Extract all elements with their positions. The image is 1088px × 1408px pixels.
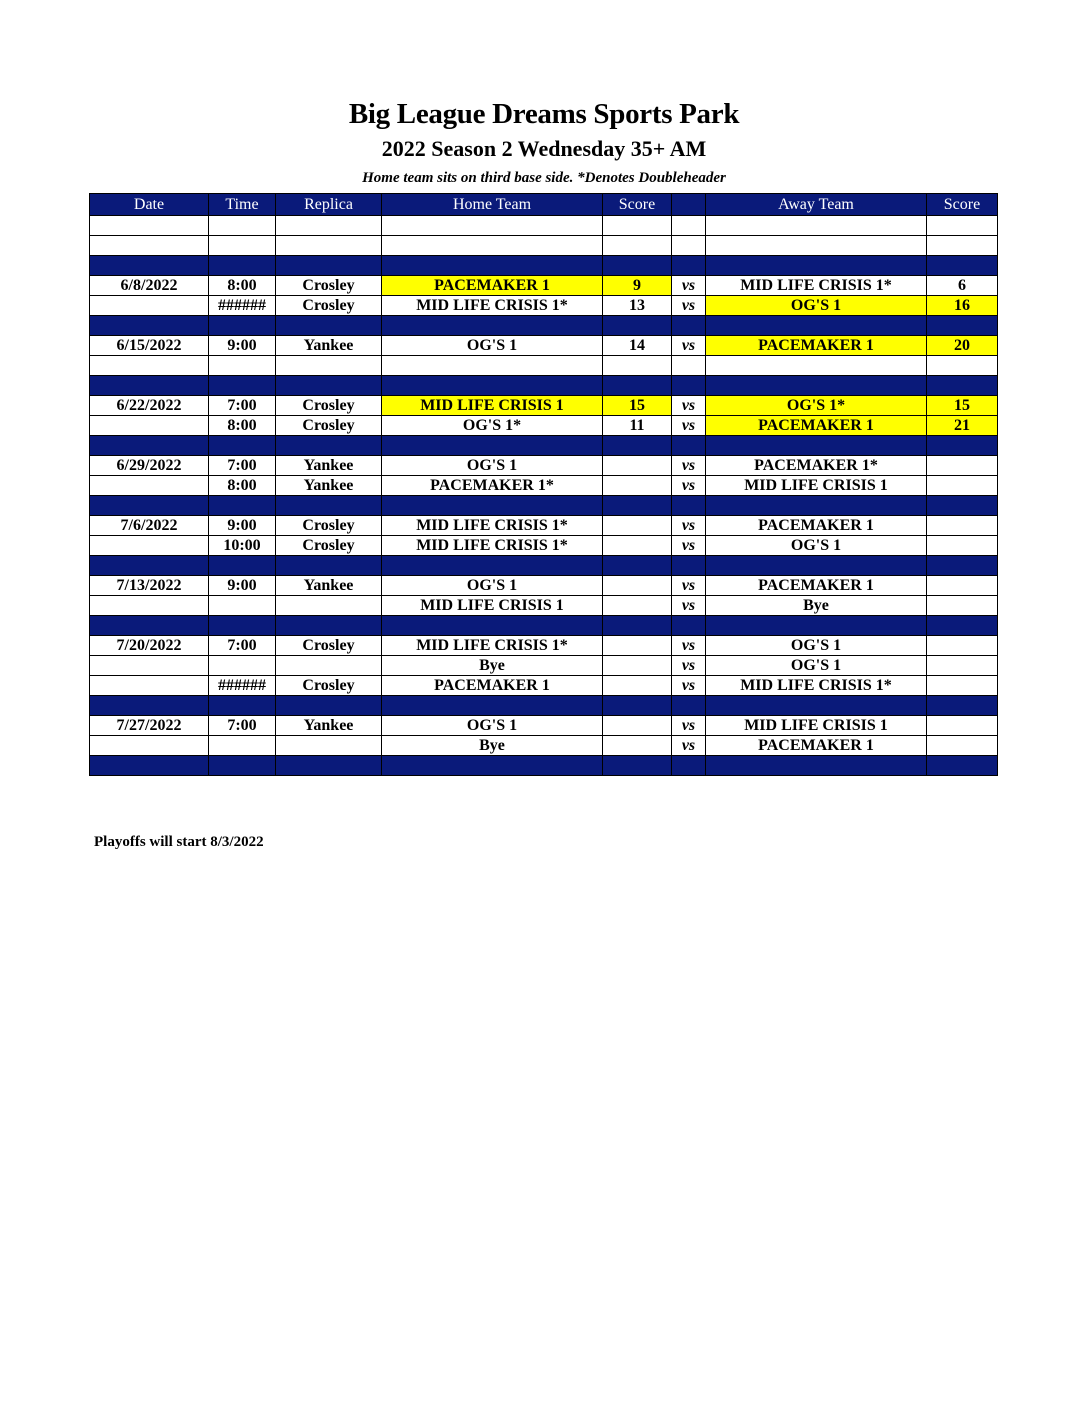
cell-date [90, 536, 209, 556]
cell-away-team: Bye [706, 596, 927, 616]
cell-replica: Crosley [276, 276, 382, 296]
blank-row [90, 216, 998, 236]
cell-away-team [706, 316, 927, 336]
cell-away-team [706, 356, 927, 376]
col-away-team: Away Team [706, 194, 927, 216]
cell-vs: vs [672, 636, 706, 656]
cell-home-team [382, 756, 603, 776]
cell-away-team: PACEMAKER 1 [706, 336, 927, 356]
table-row [90, 576, 998, 596]
cell-vs: vs [672, 476, 706, 496]
cell-home-team: PACEMAKER 1 [382, 276, 603, 296]
cell-time [209, 496, 276, 516]
cell-away-score [927, 656, 998, 676]
cell-home-team [382, 356, 603, 376]
cell-home-score: 9 [603, 276, 672, 296]
cell-away-team [706, 496, 927, 516]
cell-home-score [603, 556, 672, 576]
cell-replica: Yankee [276, 476, 382, 496]
col-date: Date [90, 194, 209, 216]
cell-home-team: OG'S 1 [382, 576, 603, 596]
cell-away-score [927, 696, 998, 716]
cell-date [90, 696, 209, 716]
table-row [90, 476, 998, 496]
cell-away-team: PACEMAKER 1* [706, 456, 927, 476]
cell-date: 6/22/2022 [90, 396, 209, 416]
cell-replica [276, 376, 382, 396]
cell-away-score [927, 496, 998, 516]
cell-home-score [603, 756, 672, 776]
cell-home-team [382, 216, 603, 236]
cell-vs [672, 376, 706, 396]
col-home-team: Home Team [382, 194, 603, 216]
cell-time: ###### [209, 676, 276, 696]
cell-time [209, 216, 276, 236]
cell-home-score: 14 [603, 336, 672, 356]
cell-date: 6/29/2022 [90, 456, 209, 476]
cell-home-score [603, 236, 672, 256]
cell-vs: vs [672, 536, 706, 556]
cell-replica: Crosley [276, 416, 382, 436]
table-row [90, 676, 998, 696]
cell-home-team [382, 556, 603, 576]
cell-replica [276, 236, 382, 256]
cell-away-team: PACEMAKER 1 [706, 516, 927, 536]
cell-replica: Crosley [276, 536, 382, 556]
cell-vs: vs [672, 516, 706, 536]
cell-replica: Yankee [276, 336, 382, 356]
cell-replica: Crosley [276, 516, 382, 536]
cell-replica [276, 356, 382, 376]
cell-date [90, 236, 209, 256]
cell-home-team: MID LIFE CRISIS 1* [382, 636, 603, 656]
cell-away-team [706, 756, 927, 776]
cell-time [209, 436, 276, 456]
cell-replica [276, 596, 382, 616]
cell-home-score [603, 436, 672, 456]
cell-home-team: MID LIFE CRISIS 1 [382, 396, 603, 416]
table-row [90, 296, 998, 316]
cell-time [209, 556, 276, 576]
cell-date [90, 296, 209, 316]
cell-away-team: PACEMAKER 1 [706, 576, 927, 596]
separator-row [90, 556, 998, 576]
cell-home-team: OG'S 1* [382, 416, 603, 436]
cell-date: 7/20/2022 [90, 636, 209, 656]
cell-vs [672, 756, 706, 776]
cell-away-score [927, 256, 998, 276]
cell-vs: vs [672, 416, 706, 436]
cell-replica [276, 316, 382, 336]
cell-home-team: OG'S 1 [382, 716, 603, 736]
cell-date [90, 556, 209, 576]
cell-time: 7:00 [209, 716, 276, 736]
cell-time [209, 256, 276, 276]
cell-home-score: 13 [603, 296, 672, 316]
cell-vs: vs [672, 276, 706, 296]
separator-row [90, 616, 998, 636]
cell-time: 8:00 [209, 276, 276, 296]
cell-time [209, 736, 276, 756]
cell-vs: vs [672, 296, 706, 316]
separator-row [90, 316, 998, 336]
cell-time [209, 596, 276, 616]
separator-row [90, 696, 998, 716]
cell-home-score [603, 516, 672, 536]
cell-date [90, 416, 209, 436]
cell-away-score [927, 596, 998, 616]
cell-away-score [927, 716, 998, 736]
cell-replica [276, 496, 382, 516]
cell-away-team [706, 696, 927, 716]
cell-home-score [603, 256, 672, 276]
cell-time [209, 236, 276, 256]
cell-time: 7:00 [209, 456, 276, 476]
cell-home-score [603, 496, 672, 516]
cell-time [209, 756, 276, 776]
cell-away-score [927, 556, 998, 576]
cell-replica: Crosley [276, 296, 382, 316]
cell-vs: vs [672, 736, 706, 756]
cell-away-score [927, 756, 998, 776]
cell-vs [672, 236, 706, 256]
separator-row [90, 256, 998, 276]
cell-vs [672, 436, 706, 456]
col-time: Time [209, 194, 276, 216]
cell-away-team [706, 256, 927, 276]
cell-home-score [603, 656, 672, 676]
table-row [90, 516, 998, 536]
cell-home-team [382, 316, 603, 336]
cell-replica [276, 656, 382, 676]
table-row [90, 716, 998, 736]
cell-home-team: OG'S 1 [382, 336, 603, 356]
cell-away-score [927, 236, 998, 256]
col-replica: Replica [276, 194, 382, 216]
cell-away-score [927, 376, 998, 396]
cell-date: 7/6/2022 [90, 516, 209, 536]
cell-replica [276, 616, 382, 636]
cell-date [90, 616, 209, 636]
separator-row [90, 436, 998, 456]
cell-home-score [603, 476, 672, 496]
cell-vs [672, 496, 706, 516]
table-row [90, 736, 998, 756]
separator-row [90, 756, 998, 776]
cell-time [209, 696, 276, 716]
cell-date: 7/27/2022 [90, 716, 209, 736]
cell-home-team [382, 236, 603, 256]
cell-home-score [603, 576, 672, 596]
cell-replica: Yankee [276, 576, 382, 596]
cell-home-team: MID LIFE CRISIS 1* [382, 516, 603, 536]
table-row [90, 636, 998, 656]
cell-replica [276, 556, 382, 576]
col-home-score: Score [603, 194, 672, 216]
cell-vs: vs [672, 396, 706, 416]
cell-away-score: 16 [927, 296, 998, 316]
cell-replica [276, 756, 382, 776]
cell-away-team: OG'S 1 [706, 636, 927, 656]
cell-time: 9:00 [209, 516, 276, 536]
cell-vs [672, 616, 706, 636]
cell-date [90, 596, 209, 616]
cell-date [90, 316, 209, 336]
col-away-score: Score [927, 194, 998, 216]
cell-vs [672, 696, 706, 716]
cell-date [90, 656, 209, 676]
cell-replica [276, 696, 382, 716]
cell-away-team: MID LIFE CRISIS 1* [706, 276, 927, 296]
cell-vs: vs [672, 676, 706, 696]
cell-date [90, 376, 209, 396]
cell-away-team: MID LIFE CRISIS 1* [706, 676, 927, 696]
cell-date [90, 356, 209, 376]
cell-home-score [603, 456, 672, 476]
cell-date: 6/8/2022 [90, 276, 209, 296]
cell-vs: vs [672, 596, 706, 616]
cell-away-team [706, 216, 927, 236]
cell-away-score: 6 [927, 276, 998, 296]
blank-row [90, 236, 998, 256]
cell-home-team [382, 496, 603, 516]
cell-away-team: OG'S 1* [706, 396, 927, 416]
cell-replica [276, 736, 382, 756]
cell-vs [672, 256, 706, 276]
cell-home-score [603, 736, 672, 756]
cell-away-score [927, 576, 998, 596]
cell-time: 9:00 [209, 336, 276, 356]
cell-home-score: 15 [603, 396, 672, 416]
cell-away-score [927, 456, 998, 476]
cell-away-score [927, 436, 998, 456]
cell-time [209, 376, 276, 396]
cell-date [90, 436, 209, 456]
cell-home-score [603, 376, 672, 396]
cell-home-team: MID LIFE CRISIS 1* [382, 296, 603, 316]
table-row [90, 396, 998, 416]
table-row [90, 596, 998, 616]
cell-away-score: 21 [927, 416, 998, 436]
playoffs-note: Playoffs will start 8/3/2022 [94, 834, 264, 850]
cell-date [90, 256, 209, 276]
cell-home-score [603, 716, 672, 736]
cell-home-team: Bye [382, 736, 603, 756]
cell-vs: vs [672, 456, 706, 476]
separator-row [90, 376, 998, 396]
cell-vs [672, 216, 706, 236]
cell-replica [276, 216, 382, 236]
cell-vs: vs [672, 336, 706, 356]
cell-home-team: MID LIFE CRISIS 1* [382, 536, 603, 556]
cell-home-score [603, 636, 672, 656]
cell-home-team [382, 256, 603, 276]
cell-home-score [603, 316, 672, 336]
cell-date [90, 736, 209, 756]
cell-time: 8:00 [209, 476, 276, 496]
cell-time: ###### [209, 296, 276, 316]
cell-replica: Yankee [276, 716, 382, 736]
cell-away-team: PACEMAKER 1 [706, 416, 927, 436]
cell-home-team [382, 616, 603, 636]
cell-replica: Crosley [276, 676, 382, 696]
table-row [90, 536, 998, 556]
separator-row [90, 496, 998, 516]
cell-time: 8:00 [209, 416, 276, 436]
cell-away-team [706, 376, 927, 396]
cell-away-team [706, 616, 927, 636]
cell-replica [276, 256, 382, 276]
table-row [90, 336, 998, 356]
blank-row [90, 356, 998, 376]
table-header-row [90, 194, 998, 216]
cell-date [90, 476, 209, 496]
cell-date [90, 756, 209, 776]
cell-replica [276, 436, 382, 456]
cell-home-team: PACEMAKER 1* [382, 476, 603, 496]
cell-away-score [927, 536, 998, 556]
page-title: Big League Dreams Sports Park [348, 98, 740, 130]
cell-time [209, 316, 276, 336]
cell-home-score [603, 216, 672, 236]
cell-date [90, 496, 209, 516]
cell-home-team: Bye [382, 656, 603, 676]
cell-away-score [927, 516, 998, 536]
cell-vs [672, 316, 706, 336]
cell-date: 7/13/2022 [90, 576, 209, 596]
cell-home-score [603, 536, 672, 556]
cell-away-team: OG'S 1 [706, 296, 927, 316]
table-row [90, 416, 998, 436]
cell-replica: Crosley [276, 636, 382, 656]
cell-replica: Yankee [276, 456, 382, 476]
cell-vs: vs [672, 716, 706, 736]
cell-away-score [927, 736, 998, 756]
cell-home-score [603, 616, 672, 636]
cell-time [209, 616, 276, 636]
cell-away-score: 15 [927, 396, 998, 416]
cell-vs [672, 356, 706, 376]
cell-time: 10:00 [209, 536, 276, 556]
cell-home-team [382, 696, 603, 716]
page-subtitle: 2022 Season 2 Wednesday 35+ AM [381, 136, 707, 161]
cell-time: 9:00 [209, 576, 276, 596]
table-row [90, 456, 998, 476]
col-vs [672, 194, 706, 216]
cell-away-score [927, 356, 998, 376]
table-row [90, 656, 998, 676]
cell-away-team: OG'S 1 [706, 656, 927, 676]
cell-away-score [927, 216, 998, 236]
cell-away-score [927, 676, 998, 696]
cell-time: 7:00 [209, 636, 276, 656]
cell-home-score [603, 596, 672, 616]
cell-away-team [706, 436, 927, 456]
cell-home-team [382, 376, 603, 396]
cell-away-team [706, 556, 927, 576]
cell-vs: vs [672, 576, 706, 596]
cell-vs: vs [672, 656, 706, 676]
cell-date: 6/15/2022 [90, 336, 209, 356]
cell-replica: Crosley [276, 396, 382, 416]
table-row [90, 276, 998, 296]
cell-home-team [382, 436, 603, 456]
cell-home-score [603, 356, 672, 376]
cell-home-score [603, 696, 672, 716]
cell-home-score: 11 [603, 416, 672, 436]
cell-date [90, 676, 209, 696]
cell-away-score [927, 616, 998, 636]
cell-away-team: PACEMAKER 1 [706, 736, 927, 756]
cell-vs [672, 556, 706, 576]
cell-away-score [927, 636, 998, 656]
schedule-note: Home team sits on third base side. *Denotes Doubleheader [362, 170, 726, 186]
cell-away-team: MID LIFE CRISIS 1 [706, 476, 927, 496]
cell-home-team: MID LIFE CRISIS 1 [382, 596, 603, 616]
cell-away-score [927, 476, 998, 496]
cell-away-score [927, 316, 998, 336]
cell-time [209, 356, 276, 376]
cell-home-team: PACEMAKER 1 [382, 676, 603, 696]
cell-home-score [603, 676, 672, 696]
cell-home-team: OG'S 1 [382, 456, 603, 476]
cell-away-score: 20 [927, 336, 998, 356]
cell-away-team: OG'S 1 [706, 536, 927, 556]
cell-time: 7:00 [209, 396, 276, 416]
cell-away-team [706, 236, 927, 256]
schedule-table [89, 193, 998, 776]
cell-away-team: MID LIFE CRISIS 1 [706, 716, 927, 736]
schedule-body [90, 216, 998, 776]
cell-date [90, 216, 209, 236]
cell-time [209, 656, 276, 676]
